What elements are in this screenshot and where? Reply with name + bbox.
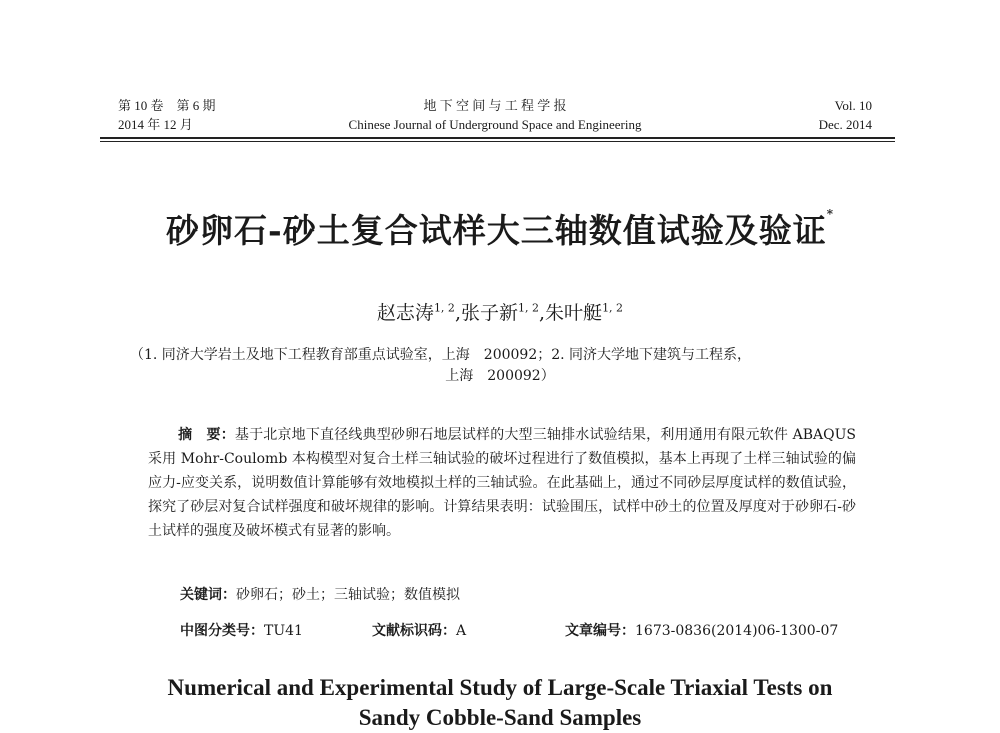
author-affiliation-mark: 1, 2 (433, 301, 455, 315)
english-title-line-2: Sandy Cobble-Sand Samples (358, 705, 642, 730)
article-number-label: 文章编号： (565, 623, 635, 639)
title-footnote-mark: * (826, 207, 834, 221)
keywords-label: 关键词： (180, 587, 236, 603)
english-title (0, 673, 1000, 733)
keywords (180, 585, 860, 605)
affiliation-line-1: （1. 同济大学岩土及地下工程教育部重点试验室，上海 200092；2. 同济大学地下建筑与工程系， (130, 347, 752, 363)
clc-label: 中图分类号： (180, 623, 264, 639)
english-title-line-1: Numerical and Experimental Study of Large-Scale Triaxial Tests on (167, 675, 833, 700)
clc-value: TU41 (264, 623, 303, 639)
running-header (110, 96, 880, 136)
abstract-text: 基于北京地下直径线典型砂卵石地层试样的大型三轴排水试验结果，利用通用有限元软件 ABAQUS 采用 Mohr-Coulomb 本构模型对复合土样三轴试验的破坏过程进行了数值模拟，基本上再现了土样三轴试验的偏应力-应变关系，说明数值计算能够有效地模拟土样的三轴试验。在此基础上，通过不同砂层厚度试样的数值试验，探究了砂层对复合试样强度和破坏规律的影响。计算结果表明：试验围压，试样中砂土的位置及厚度对于砂卵石-砂土试样的强度及破坏模式有显著的影响。 (148, 427, 857, 539)
header-journal (110, 96, 880, 134)
classification-line (180, 620, 860, 640)
author-name: 朱叶艇 (545, 302, 603, 324)
header-journal-cn: 地 下 空 间 与 工 程 学 报 (423, 98, 567, 113)
author-affiliation-mark: 1, 2 (518, 301, 539, 315)
article-number (565, 620, 838, 640)
author-affiliation-mark: 1, 2 (602, 301, 624, 315)
article-number-value: 1673-0836(2014)06-1300-07 (635, 623, 839, 639)
author-name: 张子新 (460, 302, 518, 324)
author-separator: , (454, 302, 461, 324)
header-date-en: Dec. 2014 (818, 117, 872, 132)
header-rule-thick (100, 137, 895, 139)
header-journal-en: Chinese Journal of Underground Space and Engineering (348, 117, 642, 132)
header-volume: 第 10 卷 第 6 期 (118, 98, 216, 113)
paper-title (0, 205, 1000, 252)
paper-title-text: 砂卵石-砂土复合试样大三轴数值试验及验证 (166, 211, 827, 250)
document-code-label: 文献标识码： (372, 623, 456, 639)
clc-number (180, 620, 303, 640)
author-name: 赵志涛 (376, 302, 434, 324)
abstract (148, 423, 856, 543)
document-code (372, 620, 466, 640)
header-vol-en (819, 96, 872, 134)
abstract-label: 摘 要： (178, 427, 235, 443)
affiliation-line-2: 上海 200092） (445, 368, 555, 384)
document-code-value: A (456, 623, 467, 639)
affiliations (130, 345, 870, 387)
keywords-text: 砂卵石；砂土；三轴试验；数值模拟 (236, 587, 460, 603)
header-date-cn: 2014 年 12 月 (118, 117, 193, 132)
header-vol: Vol. 10 (834, 98, 872, 113)
author-list (0, 298, 1000, 325)
header-rule-thin (100, 141, 895, 142)
author-separator: , (539, 302, 546, 324)
